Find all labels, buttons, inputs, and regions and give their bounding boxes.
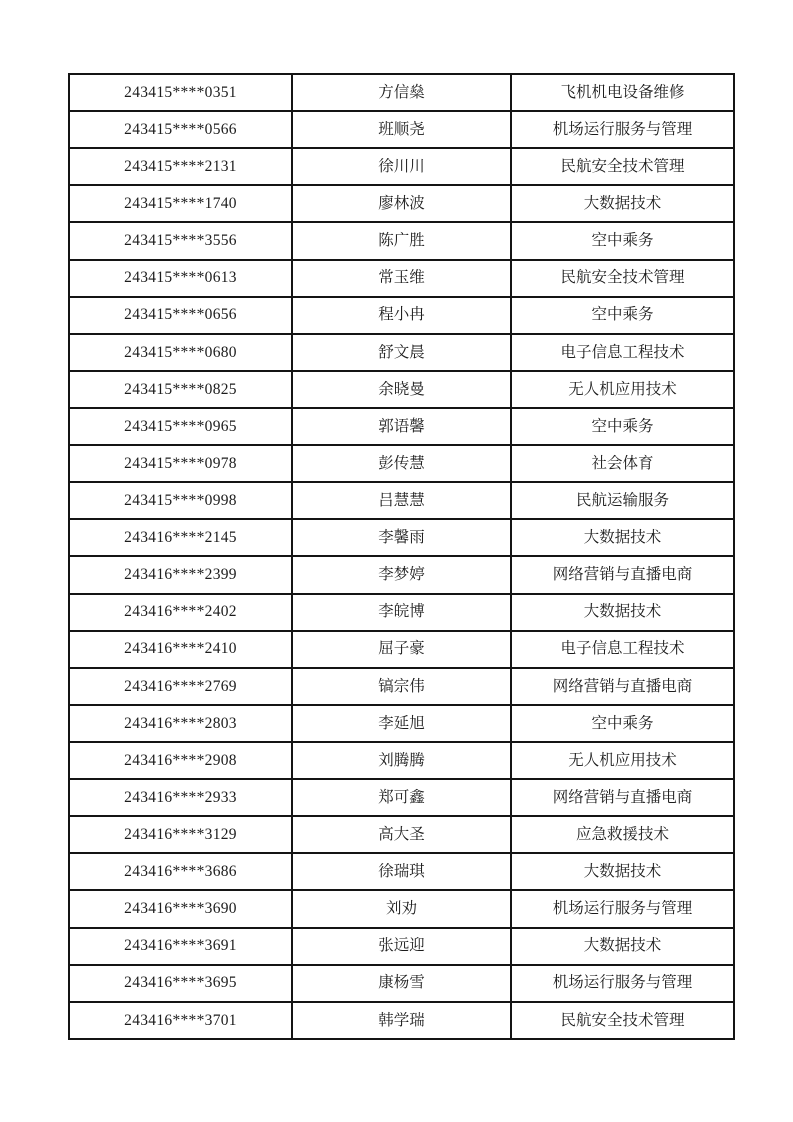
candidate-id-cell: 243416****3701 [69, 1002, 292, 1039]
student-name-cell: 李皖博 [292, 594, 511, 631]
student-name-cell: 张远迎 [292, 928, 511, 965]
table-row [69, 482, 734, 519]
student-name-cell: 吕慧慧 [292, 482, 511, 519]
candidate-id-cell: 243416****3686 [69, 853, 292, 890]
major-cell: 机场运行服务与管理 [511, 111, 734, 148]
candidate-id-cell: 243416****2145 [69, 519, 292, 556]
student-name-cell: 彭传慧 [292, 445, 511, 482]
major-cell: 空中乘务 [511, 705, 734, 742]
major-cell: 电子信息工程技术 [511, 631, 734, 668]
student-table-body [69, 74, 734, 1039]
table-row [69, 297, 734, 334]
table-row [69, 631, 734, 668]
table-row [69, 556, 734, 593]
table-row [69, 928, 734, 965]
major-cell: 无人机应用技术 [511, 371, 734, 408]
candidate-id-cell: 243415****0566 [69, 111, 292, 148]
table-row [69, 222, 734, 259]
major-cell: 飞机机电设备维修 [511, 74, 734, 111]
candidate-id-cell: 243416****2402 [69, 594, 292, 631]
student-name-cell: 徐瑞琪 [292, 853, 511, 890]
major-cell: 大数据技术 [511, 185, 734, 222]
student-name-cell: 李馨雨 [292, 519, 511, 556]
major-cell: 大数据技术 [511, 519, 734, 556]
candidate-id-cell: 243415****2131 [69, 148, 292, 185]
major-cell: 空中乘务 [511, 297, 734, 334]
major-cell: 空中乘务 [511, 408, 734, 445]
student-name-cell: 刘劝 [292, 890, 511, 927]
table-row [69, 445, 734, 482]
major-cell: 网络营销与直播电商 [511, 556, 734, 593]
candidate-id-cell: 243415****0978 [69, 445, 292, 482]
major-cell: 网络营销与直播电商 [511, 668, 734, 705]
student-name-cell: 舒文晨 [292, 334, 511, 371]
student-name-cell: 陈广胜 [292, 222, 511, 259]
candidate-id-cell: 243415****0613 [69, 260, 292, 297]
student-name-cell: 刘腾腾 [292, 742, 511, 779]
candidate-id-cell: 243415****0351 [69, 74, 292, 111]
candidate-id-cell: 243416****2410 [69, 631, 292, 668]
student-name-cell: 郑可鑫 [292, 779, 511, 816]
student-name-cell: 康杨雪 [292, 965, 511, 1002]
student-name-cell: 廖林波 [292, 185, 511, 222]
major-cell: 社会体育 [511, 445, 734, 482]
table-row [69, 965, 734, 1002]
candidate-id-cell: 243416****2933 [69, 779, 292, 816]
student-name-cell: 高大圣 [292, 816, 511, 853]
major-cell: 大数据技术 [511, 594, 734, 631]
candidate-id-cell: 243415****0965 [69, 408, 292, 445]
student-name-cell: 郭语馨 [292, 408, 511, 445]
candidate-id-cell: 243416****2908 [69, 742, 292, 779]
major-cell: 民航安全技术管理 [511, 260, 734, 297]
candidate-id-cell: 243416****2769 [69, 668, 292, 705]
candidate-id-cell: 243416****3695 [69, 965, 292, 1002]
table-row [69, 594, 734, 631]
table-row [69, 1002, 734, 1039]
student-name-cell: 方信燊 [292, 74, 511, 111]
table-row [69, 816, 734, 853]
candidate-id-cell: 243416****3690 [69, 890, 292, 927]
major-cell: 电子信息工程技术 [511, 334, 734, 371]
table-row [69, 148, 734, 185]
major-cell: 大数据技术 [511, 928, 734, 965]
candidate-id-cell: 243416****2803 [69, 705, 292, 742]
major-cell: 民航安全技术管理 [511, 148, 734, 185]
table-row [69, 779, 734, 816]
major-cell: 空中乘务 [511, 222, 734, 259]
student-roster-table [68, 73, 735, 1040]
table-row [69, 705, 734, 742]
table-row [69, 260, 734, 297]
candidate-id-cell: 243415****0825 [69, 371, 292, 408]
candidate-id-cell: 243416****3691 [69, 928, 292, 965]
table-row [69, 74, 734, 111]
table-row [69, 519, 734, 556]
student-name-cell: 镐宗伟 [292, 668, 511, 705]
student-name-cell: 徐川川 [292, 148, 511, 185]
candidate-id-cell: 243415****1740 [69, 185, 292, 222]
major-cell: 机场运行服务与管理 [511, 890, 734, 927]
table-row [69, 334, 734, 371]
major-cell: 大数据技术 [511, 853, 734, 890]
major-cell: 网络营销与直播电商 [511, 779, 734, 816]
student-name-cell: 屈子豪 [292, 631, 511, 668]
candidate-id-cell: 243415****0998 [69, 482, 292, 519]
major-cell: 机场运行服务与管理 [511, 965, 734, 1002]
table-row [69, 890, 734, 927]
student-name-cell: 程小冉 [292, 297, 511, 334]
student-name-cell: 班顺尧 [292, 111, 511, 148]
table-row [69, 668, 734, 705]
candidate-id-cell: 243415****0680 [69, 334, 292, 371]
table-row [69, 185, 734, 222]
candidate-id-cell: 243416****3129 [69, 816, 292, 853]
candidate-id-cell: 243416****2399 [69, 556, 292, 593]
table-row [69, 742, 734, 779]
student-name-cell: 李梦婷 [292, 556, 511, 593]
table-row [69, 853, 734, 890]
major-cell: 民航安全技术管理 [511, 1002, 734, 1039]
candidate-id-cell: 243415****0656 [69, 297, 292, 334]
table-row [69, 371, 734, 408]
student-name-cell: 常玉维 [292, 260, 511, 297]
table-row [69, 111, 734, 148]
candidate-id-cell: 243415****3556 [69, 222, 292, 259]
major-cell: 应急救援技术 [511, 816, 734, 853]
table-row [69, 408, 734, 445]
major-cell: 无人机应用技术 [511, 742, 734, 779]
student-name-cell: 李延旭 [292, 705, 511, 742]
major-cell: 民航运输服务 [511, 482, 734, 519]
student-name-cell: 韩学瑞 [292, 1002, 511, 1039]
student-name-cell: 余晓曼 [292, 371, 511, 408]
